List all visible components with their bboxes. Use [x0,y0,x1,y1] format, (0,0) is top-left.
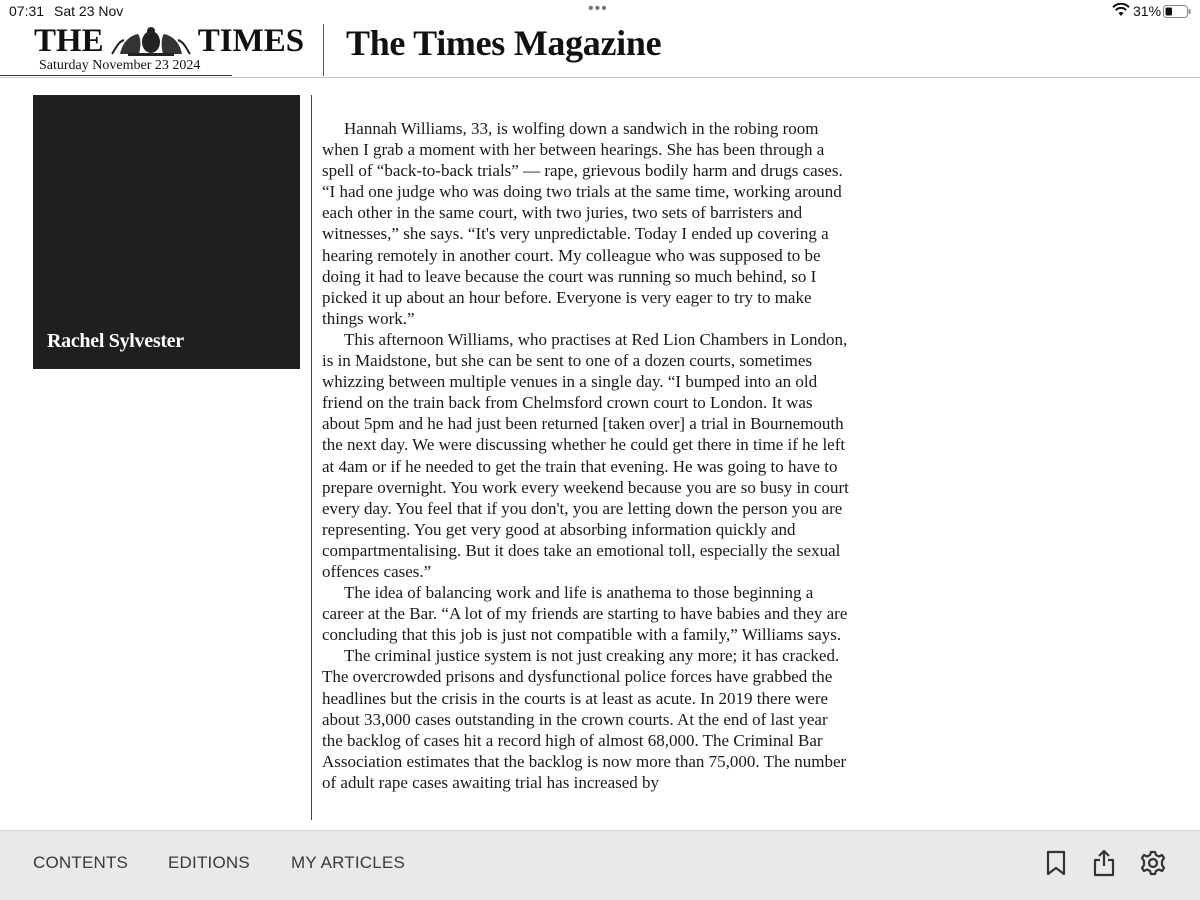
share-icon[interactable] [1091,849,1117,877]
battery-icon [1163,5,1191,18]
article-body[interactable] [322,118,852,820]
tab-editions[interactable]: EDITIONS [168,853,250,872]
royal-crest-icon [108,26,194,56]
masthead-divider [323,24,324,76]
section-title: The Times Magazine [346,23,662,63]
wifi-icon [1112,3,1130,17]
status-date: Sat 23 Nov [54,3,124,19]
author-panel [33,95,300,369]
article-paragraph: The idea of balancing work and life is anathema to those beginning a career at the Bar. “A lot of my friends are starting to have babies and they are concluding that this job is just not compatible with a family,” Williams says. [322,583,848,645]
logo-text-the: THE [34,22,104,59]
tab-contents[interactable]: CONTENTS [33,853,129,872]
multitasking-dots-icon[interactable]: ••• [588,0,608,17]
masthead [0,22,1200,78]
bottom-toolbar [0,830,1200,900]
logo-text-times: TIMES [197,22,305,59]
article-paragraph: The criminal justice system is not just creaking any more; it has cracked. The overcrowded prisons and dysfunctional police forces have grabbed the headlines but the crisis in the courts is at least as acute. In 2019 there were about 33,000 cases outstanding in the crown courts. At the end of last year the backlog of cases hit a record high of almost 68,000. The Criminal Bar Association estimates that the backlog is now more than 75,000. The number of adult rape cases awaiting trial has increased by [322,646,847,792]
article-paragraph: This afternoon Williams, who practises at Red Lion Chambers in London, is in Maidstone, but she can be sent to one of a dozen courts, sometimes whizzing between multiple venues in a single day. “I bumped into an old friend on the train back from Chelmsford crown court to London. It was about 5pm and he had just been returned [taken over] a trial in Bournemouth the next day. We were discussing whether he could get there in time if he left at 4am or if he needed to get the train that evening. He was going to have to prepare overnight. You work every weekend because you are so busy in court every day. You feel that if you don't, you are letting down the person you are representing. You get very good at absorbing information quickly and compartmentalising. But it does take an emotional toll, especially the sexual offences cases.” [322,329,849,581]
times-logo[interactable] [34,24,304,58]
author-name: Rachel Sylvester [47,330,184,352]
status-bar [0,0,1200,22]
logo-underline [0,75,232,76]
gear-icon[interactable] [1140,849,1166,877]
article-paragraph: Hannah Williams, 33, is wolfing down a sandwich in the robing room when I grab a moment with her between hearings. She has been through a spell of “back-to-back trials” — rape, grievous bodily harm and drugs cases. “I had one judge who was doing two trials at the same time, working around each other in the same court, with two juries, two sets of barristers and witnesses,” she says. “It's very unpredictable. Today I ended up covering a hearing remotely in another court. My colleague who was supposed to be doing it had to leave because the court was running so much behind, so I picked it up about an hour before. Everyone is very eager to try to make things work.” [322,119,843,328]
edition-date: Saturday November 23 2024 [39,58,201,73]
tab-my-articles[interactable]: MY ARTICLES [291,853,406,872]
battery-percentage: 31% [1133,3,1162,19]
bookmark-icon[interactable] [1043,849,1069,877]
status-time: 07:31 [9,3,45,19]
column-divider [311,95,312,820]
